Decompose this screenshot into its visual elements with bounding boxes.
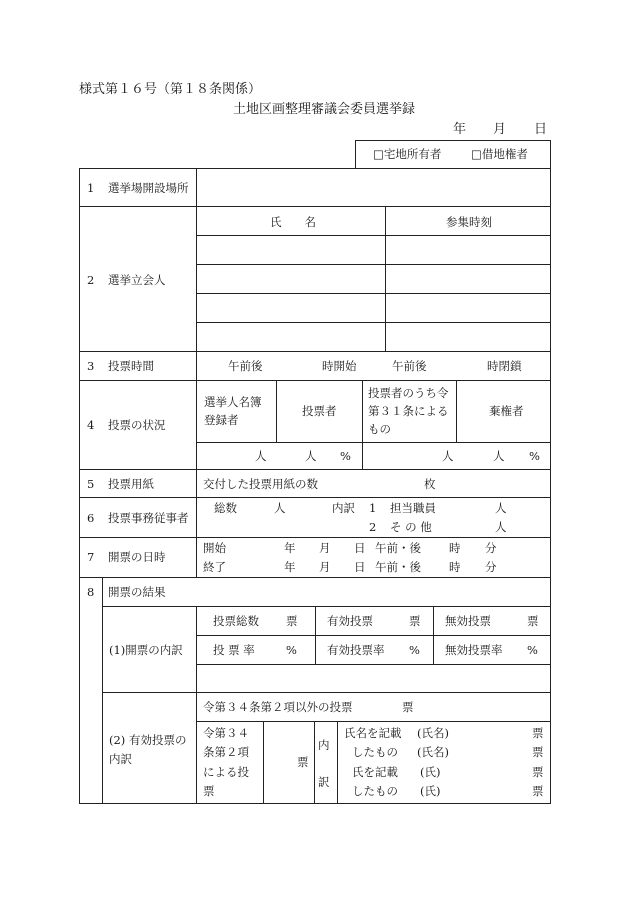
valid-rate-label: 有効投票率	[327, 643, 385, 657]
art34-line2: 条第２項	[203, 745, 249, 759]
col-name-header: 氏 名	[270, 215, 316, 229]
other-than-art34-unit: 票	[402, 700, 414, 714]
row2-number: 2	[87, 273, 95, 287]
surname-written-unit: 票	[532, 765, 544, 779]
voters-header: 投票者	[302, 404, 337, 418]
witness-name-field-1[interactable]	[198, 237, 384, 263]
count-end-hour: 時	[449, 560, 461, 574]
resident-checkbox[interactable]: □宅地所有者	[373, 147, 442, 161]
abstain-unit: 人	[493, 449, 505, 463]
row3-number: 3	[87, 359, 95, 373]
registered-header-line2: 登録者	[204, 413, 239, 427]
count-start-hour: 時	[449, 541, 461, 555]
invalid-votes-unit: 票	[527, 614, 539, 628]
staff-item1-unit: 人	[495, 501, 507, 515]
staff-total-label: 総数	[214, 501, 237, 515]
end-label: 時閉鎖	[487, 359, 522, 373]
count-start-month: 月	[319, 541, 331, 555]
count-start-day: 日	[354, 541, 366, 555]
row2-label: 選挙立会人	[108, 273, 166, 287]
valid-votes-label: 有効投票	[327, 614, 373, 628]
registered-unit: 人	[255, 449, 267, 463]
name-written-tag-2: (氏名)	[417, 745, 449, 759]
other-than-art34-label: 令第３４条第２項以外の投票	[203, 700, 353, 714]
art31-unit: 人	[442, 449, 454, 463]
invalid-votes-label: 無効投票	[445, 614, 491, 628]
abstain-percent: %	[529, 449, 540, 463]
sub2-label-line1: (2) 有効投票の	[109, 733, 187, 747]
turnout-percent: %	[286, 643, 297, 657]
staff-item2-label: そ の 他	[390, 520, 432, 534]
ballots-unit: 枚	[424, 477, 436, 491]
art31-header-line1: 投票者のうち令	[368, 386, 449, 400]
row8-label: 開票の結果	[108, 585, 166, 599]
art31-header-line3: もの	[368, 422, 391, 436]
invalid-rate-label: 無効投票率	[445, 643, 503, 657]
count-start-ampm: 午前・後	[375, 541, 421, 555]
row8-number: 8	[87, 585, 95, 599]
staff-breakdown-label: 内訳	[332, 501, 355, 515]
art34-line3: による投	[203, 765, 249, 779]
row6-number: 6	[87, 511, 95, 525]
name-written-unit: 票	[532, 726, 544, 740]
witness-name-field-4[interactable]	[198, 324, 384, 350]
voters-unit: 人	[305, 449, 317, 463]
uchi-label: 内	[318, 738, 330, 752]
row7-label: 開票の日時	[108, 550, 166, 564]
witness-time-field-3[interactable]	[387, 295, 549, 321]
row1-label: 選挙場開設場所	[108, 181, 189, 195]
invalid-rate-percent: %	[527, 643, 538, 657]
count-end-year: 年	[284, 560, 296, 574]
lessee-checkbox[interactable]: □借地権者	[471, 147, 528, 161]
end-ampm: 午前後	[392, 359, 427, 373]
turnout-label: 投 票 率	[213, 643, 255, 657]
count-end-ampm: 午前・後	[375, 560, 421, 574]
witness-name-field-3[interactable]	[198, 295, 384, 321]
staff-total-unit: 人	[274, 501, 286, 515]
count-start-label: 開始	[203, 541, 226, 555]
row5-number: 5	[87, 477, 95, 491]
witness-time-field-2[interactable]	[387, 266, 549, 292]
total-votes-label: 投票総数	[213, 614, 259, 628]
art34-unit: 票	[297, 755, 309, 769]
valid-rate-percent: %	[409, 643, 420, 657]
start-label: 時開始	[322, 359, 357, 373]
date-day-label: 日	[534, 122, 548, 137]
sub2-label-line2: 内訳	[109, 752, 132, 766]
witness-time-field-1[interactable]	[387, 237, 549, 263]
name-written-unit-2: 票	[532, 745, 544, 759]
total-votes-unit: 票	[286, 614, 298, 628]
date-year-label: 年	[453, 122, 467, 137]
form-number: 様式第１６号（第１８条関係）	[79, 82, 262, 97]
valid-votes-unit: 票	[409, 614, 421, 628]
count-end-label: 終了	[203, 560, 226, 574]
surname-written-unit-2: 票	[532, 784, 544, 798]
row4-label: 投票の状況	[108, 418, 166, 432]
count-start-minute: 分	[485, 541, 497, 555]
staff-item1-number: 1	[369, 501, 377, 515]
abstain-header: 棄権者	[489, 404, 524, 418]
voters-percent: %	[340, 449, 351, 463]
row7-number: 7	[87, 550, 95, 564]
witness-name-field-2[interactable]	[198, 266, 384, 292]
row4-number: 4	[87, 418, 95, 432]
page-title: 土地区画整理審議会委員選挙録	[233, 102, 416, 117]
row5-label: 投票用紙	[108, 477, 154, 491]
surname-written-tag: (氏)	[420, 765, 441, 779]
venue-field[interactable]	[198, 170, 548, 204]
registered-header-line1: 選挙人名簿	[204, 395, 262, 409]
name-written-tag: (氏名)	[417, 726, 449, 740]
date-month-label: 月	[493, 122, 507, 137]
surname-written-label: 氏を記載	[352, 765, 398, 779]
staff-item1-label: 担当職員	[390, 501, 436, 515]
staff-item2-unit: 人	[495, 520, 507, 534]
count-start-year: 年	[284, 541, 296, 555]
art31-header-line2: 第３１条による	[368, 404, 449, 418]
surname-written-thing: したもの	[352, 784, 398, 798]
art34-line1: 令第３４	[203, 726, 249, 740]
row1-number: 1	[87, 181, 95, 195]
count-end-minute: 分	[485, 560, 497, 574]
sub1-label: (1)開票の内訳	[109, 643, 183, 657]
start-ampm: 午前後	[228, 359, 263, 373]
art34-line4: 票	[203, 784, 215, 798]
surname-written-tag-2: (氏)	[420, 784, 441, 798]
name-written-thing: したもの	[352, 745, 398, 759]
count-end-month: 月	[319, 560, 331, 574]
row6-label: 投票事務従事者	[108, 511, 189, 525]
name-written-label: 氏名を記載	[344, 726, 402, 740]
staff-item2-number: 2	[369, 520, 377, 534]
wake-label: 訳	[318, 775, 330, 789]
ballots-issued-label: 交付した投票用紙の数	[203, 477, 318, 491]
col-time-header: 参集時刻	[446, 215, 492, 229]
row3-label: 投票時間	[108, 359, 154, 373]
witness-time-field-4[interactable]	[387, 324, 549, 350]
count-end-day: 日	[354, 560, 366, 574]
